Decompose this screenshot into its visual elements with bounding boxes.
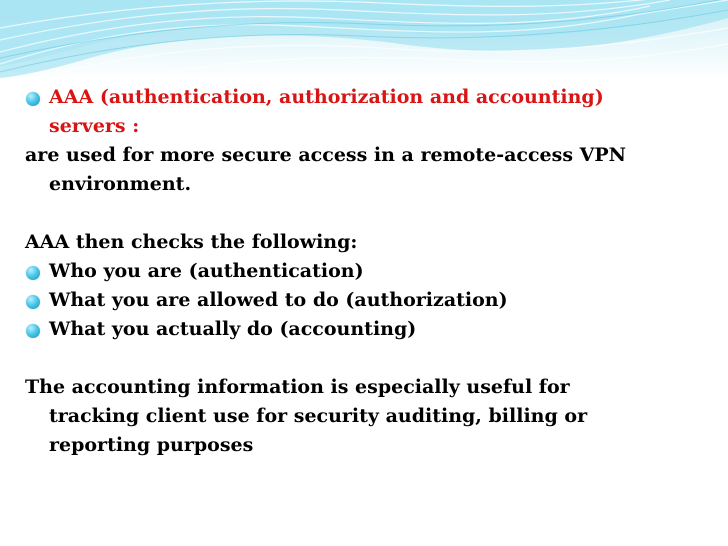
wave-pattern-graphic (0, 0, 728, 80)
paragraph-vpn-line-2: environment. (49, 173, 192, 195)
bullet-item-aaa (25, 83, 715, 112)
paragraph-accounting-line-1: The accounting information is especially useful for (25, 376, 570, 398)
paragraph-accounting-line-2: tracking client use for security auditing, billing or (49, 405, 588, 427)
paragraph-accounting-line-3: reporting purposes (49, 434, 254, 456)
spacer (25, 199, 715, 228)
bullet-item-accounting (25, 315, 715, 344)
header-wave-banner (0, 0, 728, 80)
bullet-text: What you actually do (accounting) (49, 318, 417, 340)
slide-content (25, 83, 715, 460)
bullet-sphere-icon (26, 324, 40, 338)
paragraph-vpn-line-1: are used for more secure access in a remote-access VPN (25, 144, 627, 166)
aaa-heading-continuation: servers : (49, 115, 140, 137)
bullet-item-authorization (25, 286, 715, 315)
bullet-sphere-icon (26, 295, 40, 309)
bullet-sphere-icon (26, 92, 40, 106)
bullet-item-authentication (25, 257, 715, 286)
spacer (25, 344, 715, 373)
aaa-heading-text: AAA (authentication, authorization and accounting) (49, 86, 604, 108)
bullet-sphere-icon (26, 266, 40, 280)
paragraph-checks: AAA then checks the following: (25, 231, 358, 253)
bullet-text: Who you are (authentication) (49, 260, 364, 282)
bullet-text: What you are allowed to do (authorization) (49, 289, 508, 311)
